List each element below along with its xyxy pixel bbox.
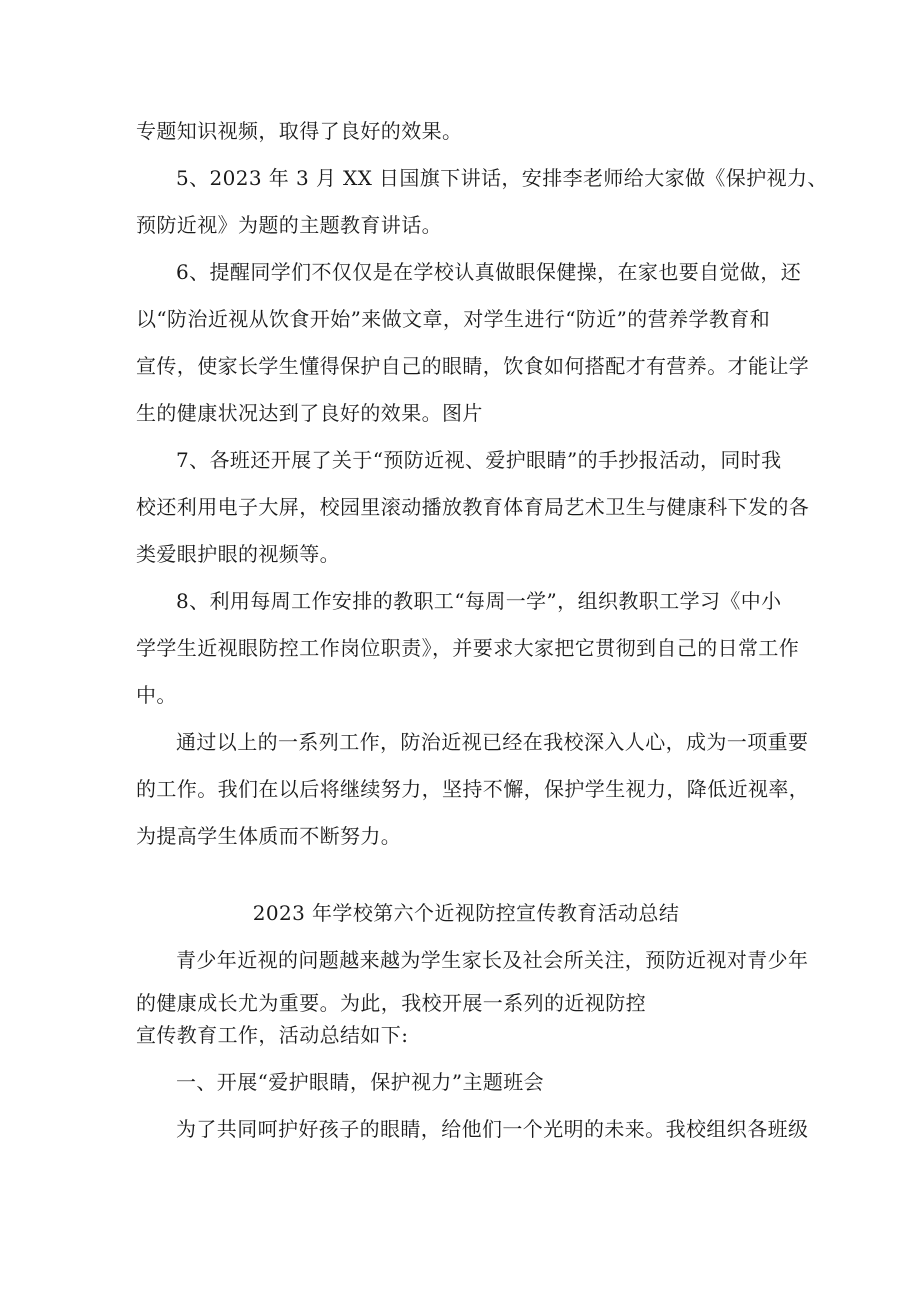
body-line: 8、利用每周工作安排的教职工“每周一学”，组织教职工学习《中小 bbox=[176, 589, 782, 613]
body-line: 5、2023 年 3 月 XX 日国旗下讲话，安排李老师给大家做《保护视力、 bbox=[176, 166, 828, 190]
body-line: 以“防治近视从饮食开始”来做文章，对学生进行“防近”的营养学教育和 bbox=[136, 307, 771, 331]
section-heading: 一、开展“爱护眼睛，保护视力”主题班会 bbox=[176, 1070, 545, 1094]
body-line: 为提高学生体质而不断努力。 bbox=[136, 824, 402, 848]
body-line: 生的健康状况达到了良好的效果。图片 bbox=[136, 401, 483, 425]
document-title: 2023 年学校第六个近视防控宣传教育活动总结 bbox=[252, 901, 680, 925]
body-line: 预防近视》为题的主题教育讲话。 bbox=[136, 213, 442, 237]
body-line: 宣传，使家长学生懂得保护自己的眼睛，饮食如何搭配才有营养。才能让学 bbox=[136, 354, 810, 378]
intro-line-1: 青少年近视的问题越来越为学生家长及社会所关注，预防近视对青少年 bbox=[176, 948, 809, 972]
last-paragraph-line: 为了共同呵护好孩子的眼睛，给他们一个光明的未来。我校组织各班级 bbox=[176, 1117, 809, 1141]
body-text-top bbox=[136, 108, 828, 860]
body-line: 6、提醒同学们不仅仅是在学校认真做眼保健操，在家也要自觉做，还 bbox=[176, 260, 802, 284]
body-line: 专题知识视频，取得了良好的效果。 bbox=[136, 119, 463, 143]
body-line: 类爱眼护眼的视频等。 bbox=[136, 542, 340, 566]
body-line: 通过以上的一系列工作，防治近视已经在我校深入人心，成为一项重要 bbox=[176, 730, 809, 754]
body-line: 学学生近视眼防控工作岗位职责》，并要求大家把它贯彻到自己的日常工作 bbox=[136, 636, 800, 660]
summary-section bbox=[136, 890, 809, 1153]
intro-line-3: 宣传教育工作，活动总结如下: bbox=[136, 1023, 409, 1047]
body-line: 校还利用电子大屏，校园里滚动播放教育体育局艺术卫生与健康科下发的各 bbox=[136, 495, 810, 519]
body-line: 的工作。我们在以后将继续努力，坚持不懈，保护学生视力，降低近视率， bbox=[136, 777, 810, 801]
body-line: 7、各班还开展了关于“预防近视、爱护眼睛”的手抄报活动，同时我 bbox=[176, 448, 782, 472]
body-line: 中。 bbox=[136, 683, 177, 707]
intro-line-2: 的健康成长尤为重要。为此，我校开展一系列的近视防控 bbox=[136, 991, 646, 1015]
